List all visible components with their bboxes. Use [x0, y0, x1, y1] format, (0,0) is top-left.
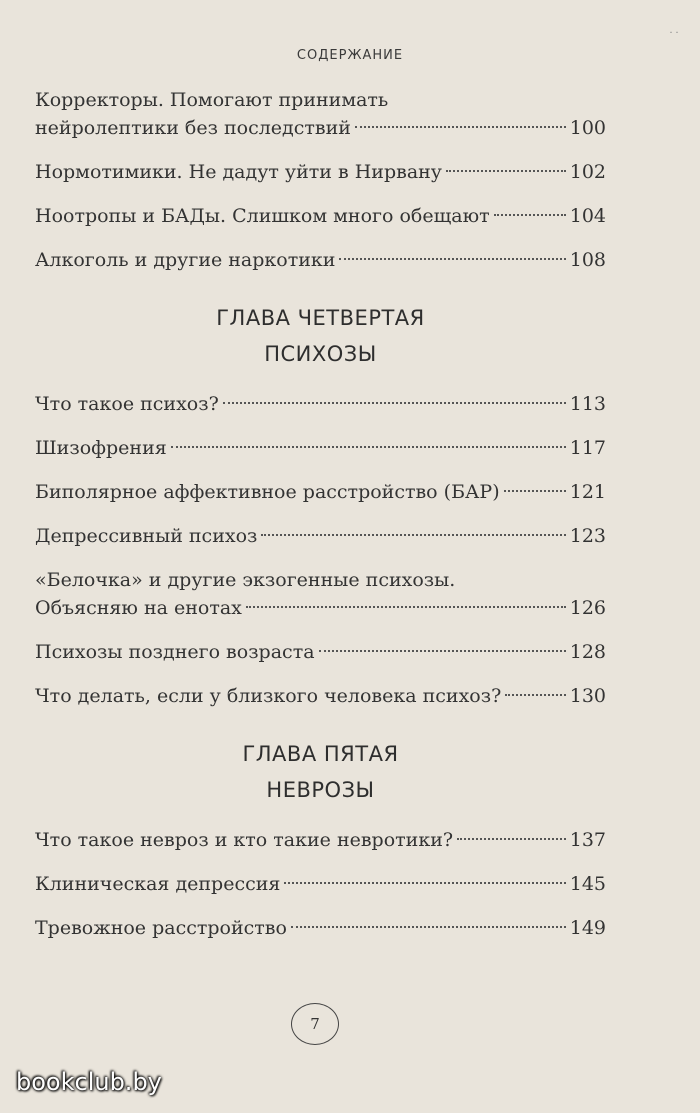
- toc-entry: [35, 638, 606, 666]
- dot-leader: [246, 606, 566, 608]
- toc-entry-page: 108: [569, 249, 606, 271]
- toc-entry: [35, 478, 606, 506]
- toc-entry: [35, 870, 606, 898]
- chapter-title: ГЛАВА ПЯТАЯ: [242, 742, 399, 766]
- dot-leader: [284, 882, 565, 884]
- toc-entry-row: [35, 594, 606, 622]
- toc-entry-page: 113: [569, 393, 606, 415]
- dot-leader: [319, 650, 566, 652]
- toc-entry-title: Депрессивный психоз: [35, 525, 258, 547]
- running-header: СОДЕРЖАНИЕ: [296, 48, 404, 63]
- toc-entry-page: 117: [569, 437, 606, 459]
- toc-entry-title-line1: «Белочка» и другие экзогенные психозы.: [35, 569, 456, 591]
- toc-section-a: [35, 86, 606, 274]
- dot-leader: [223, 402, 566, 404]
- toc-entry-page: 137: [569, 829, 606, 851]
- dot-leader: [261, 534, 565, 536]
- chapter-heading-5: [35, 736, 606, 808]
- toc-entry-row: [35, 434, 606, 462]
- toc-entry-row: [35, 390, 606, 418]
- toc-entry-row: [35, 914, 606, 942]
- toc-entry-page: 104: [569, 205, 606, 227]
- toc-entry-title: Клиническая депрессия: [35, 873, 281, 895]
- table-of-contents: [35, 86, 606, 958]
- toc-entry-row: [35, 826, 606, 854]
- toc-entry: [35, 566, 606, 622]
- toc-entry-title: Объясняю на енотах: [35, 597, 242, 619]
- toc-entry-title: Шизофрения: [35, 437, 167, 459]
- dot-leader: [355, 126, 566, 128]
- toc-entry-title: Что такое психоз?: [35, 393, 219, 415]
- toc-entry-title: Что делать, если у близкого человека психоз?: [35, 685, 502, 707]
- toc-entry-page: 126: [569, 597, 606, 619]
- toc-entry-row: [35, 114, 606, 142]
- toc-entry-row: [35, 246, 606, 274]
- dot-leader: [446, 170, 566, 172]
- dot-leader: [457, 838, 566, 840]
- toc-entry-row: [35, 522, 606, 550]
- corner-mark: ˙˙: [668, 30, 680, 44]
- toc-entry-title-line1: Корректоры. Помогают принимать: [35, 89, 389, 111]
- dot-leader: [494, 214, 566, 216]
- toc-entry: [35, 390, 606, 418]
- toc-entry-row: [35, 158, 606, 186]
- dot-leader: [505, 694, 565, 696]
- toc-section-b: [35, 390, 606, 710]
- toc-entry-title: Алкоголь и другие наркотики: [35, 249, 336, 271]
- toc-entry-row: [35, 478, 606, 506]
- chapter-subtitle: НЕВРОЗЫ: [266, 778, 375, 802]
- toc-entry: [35, 914, 606, 942]
- watermark: bookclub.by: [16, 1068, 162, 1096]
- toc-entry-title: Психозы позднего возраста: [35, 641, 315, 663]
- toc-entry-row: [35, 638, 606, 666]
- toc-entry-row: [35, 870, 606, 898]
- toc-entry-title: нейролептики без последствий: [35, 117, 351, 139]
- toc-entry-page: 128: [569, 641, 606, 663]
- toc-entry-page: 121: [569, 481, 606, 503]
- toc-entry: [35, 86, 606, 142]
- toc-entry-row: [35, 202, 606, 230]
- toc-entry-title: Ноотропы и БАДы. Слишком много обещают: [35, 205, 490, 227]
- dot-leader: [504, 490, 566, 492]
- toc-entry: [35, 158, 606, 186]
- toc-entry-title: Нормотимики. Не дадут уйти в Нирвану: [35, 161, 442, 183]
- toc-entry: [35, 246, 606, 274]
- toc-entry-page: 149: [569, 917, 606, 939]
- chapter-title: ГЛАВА ЧЕТВЕРТАЯ: [216, 306, 425, 330]
- toc-entry: [35, 202, 606, 230]
- dot-leader: [339, 258, 565, 260]
- chapter-subtitle: ПСИХОЗЫ: [264, 342, 377, 366]
- page-number: 7: [291, 1003, 339, 1045]
- chapter-heading-4: [35, 300, 606, 372]
- toc-entry: [35, 682, 606, 710]
- dot-leader: [291, 926, 566, 928]
- toc-entry-page: 123: [569, 525, 606, 547]
- toc-entry-row: [35, 682, 606, 710]
- toc-entry-page: 130: [569, 685, 606, 707]
- toc-entry-title: Тревожное расстройство: [35, 917, 287, 939]
- toc-entry: [35, 522, 606, 550]
- toc-entry-title: Что такое невроз и кто такие невротики?: [35, 829, 454, 851]
- toc-entry-page: 100: [569, 117, 606, 139]
- toc-section-c: [35, 826, 606, 942]
- toc-entry: [35, 826, 606, 854]
- toc-entry: [35, 434, 606, 462]
- toc-entry-title: Биполярное аффективное расстройство (БАР): [35, 481, 500, 503]
- toc-entry-page: 102: [569, 161, 606, 183]
- toc-entry-page: 145: [569, 873, 606, 895]
- dot-leader: [171, 446, 566, 448]
